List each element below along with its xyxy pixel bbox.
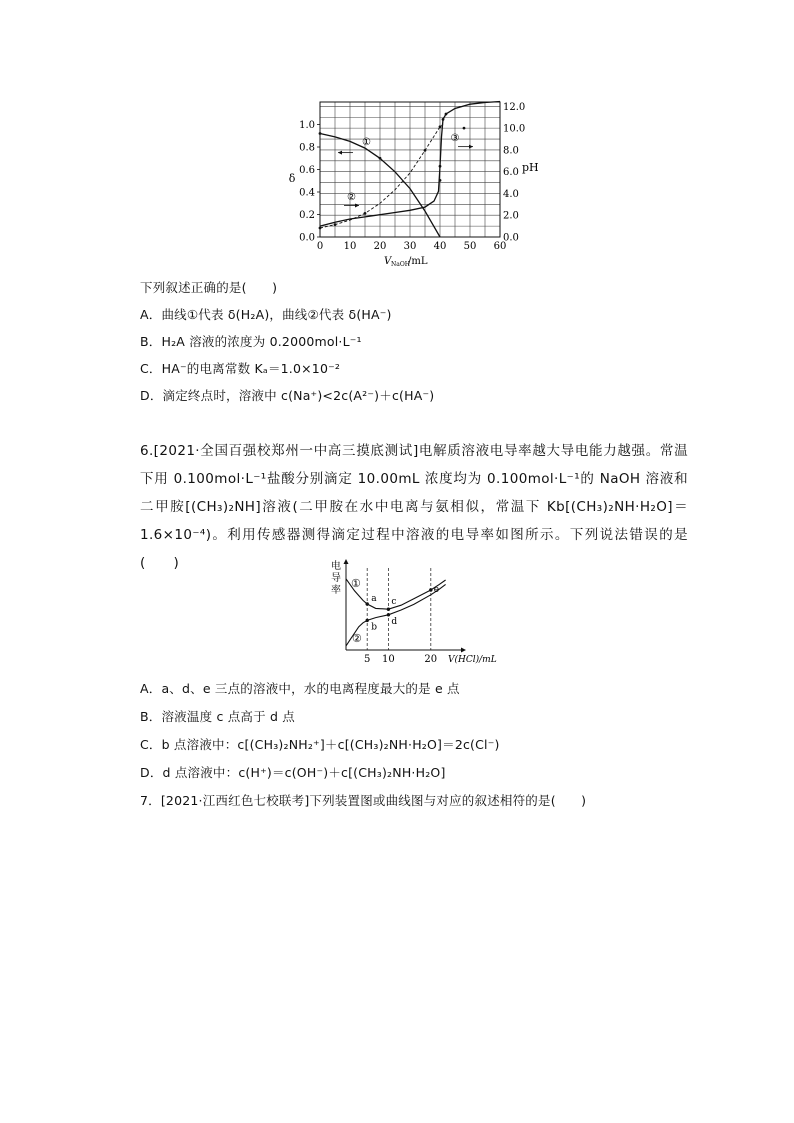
x-axis-arrowhead [461, 648, 466, 653]
x-tick-label: 5 [364, 654, 371, 665]
q5-option-b[interactable]: B．H₂A 溶液的浓度为 0.2000mol·L⁻¹ [140, 334, 362, 349]
x-tick-label: 30 [403, 241, 417, 252]
data-marker [463, 127, 466, 130]
q6-option-b[interactable]: B．溶液温度 c 点高于 d 点 [140, 709, 295, 724]
curve-arrowhead [469, 145, 473, 149]
left-tick-label: 0.0 [299, 232, 315, 244]
q5-option-a[interactable]: A．曲线①代表 δ(H₂A)，曲线②代表 δ(HA⁻) [140, 307, 392, 322]
data-marker [439, 125, 442, 128]
series-2-line [320, 125, 443, 229]
y-axis-label-char: 导 [331, 573, 341, 584]
x-tick-label: 60 [493, 241, 507, 252]
data-marker [379, 157, 382, 160]
left-axis-label: δ [288, 172, 296, 185]
data-marker [445, 113, 448, 116]
right-axis-label: pH [522, 161, 539, 174]
q6-option-a[interactable]: A．a、d、e 三点的溶液中，水的电离程度最大的是 e 点 [140, 681, 460, 696]
right-tick-label: 2.0 [503, 210, 519, 222]
point-label: e [433, 585, 440, 595]
left-tick-label: 0.2 [299, 210, 315, 221]
point-d [387, 613, 390, 616]
chart-grid [320, 102, 500, 237]
q6-option-c[interactable]: C．b 点溶液中：c[(CH₃)₂NH₂⁺]＋c[(CH₃)₂NH·H₂O]＝2c(Cl⁻) [140, 737, 500, 752]
curve-arrowhead [338, 151, 342, 155]
x-tick-label: 50 [463, 241, 477, 252]
data-marker [424, 149, 427, 152]
chart-axes [317, 102, 500, 237]
x-tick-label: 40 [433, 241, 447, 252]
x-axis-label: V(HCl)/mL [448, 655, 497, 665]
chart-series [319, 102, 500, 238]
left-tick-label: 0.8 [299, 142, 315, 154]
q5-option-c[interactable]: C．HA⁻的电离常数 Kₐ＝1.0×10⁻² [140, 361, 341, 376]
curve-label: ② [347, 191, 356, 203]
conductivity-chart [326, 558, 506, 670]
point-label: c [391, 597, 397, 608]
y-axis-label-char: 率 [331, 585, 341, 596]
q5-stem: 下列叙述正确的是( ) [140, 280, 278, 295]
data-marker [442, 118, 445, 121]
point-label: b [371, 622, 377, 633]
left-tick-label: 1.0 [299, 120, 315, 131]
x-tick-label: 10 [382, 654, 395, 665]
data-marker [319, 227, 322, 230]
x-axis-label-subscript: NaOH [391, 261, 410, 268]
data-marker [319, 132, 322, 135]
right-tick-label: 12.0 [503, 101, 526, 113]
x-tick-label: 10 [343, 241, 357, 252]
x-tick-label: 0 [316, 241, 324, 252]
curve-label: ① [351, 576, 361, 590]
chart-axes [344, 559, 467, 653]
curve-label: ② [352, 632, 362, 645]
curve-label: ③ [450, 133, 460, 145]
x-tick-label: 20 [373, 241, 387, 252]
point-c [387, 608, 390, 611]
right-tick-label: 0.0 [503, 232, 519, 244]
x-axis-label: V [384, 256, 392, 267]
data-marker [364, 212, 367, 215]
right-tick-label: 6.0 [503, 167, 519, 179]
right-tick-label: 4.0 [503, 188, 519, 200]
data-marker [439, 165, 442, 168]
q6-option-d[interactable]: D．d 点溶液中：c(H⁺)＝c(OH⁻)＋c[(CH₃)₂NH·H₂O] [140, 765, 446, 780]
left-tick-label: 0.6 [299, 165, 315, 176]
titration-delta-ph-chart [280, 96, 550, 271]
right-tick-label: 10.0 [503, 123, 526, 135]
x-tick-label: 20 [424, 654, 438, 665]
y-axis-arrowhead [344, 559, 349, 564]
q5-option-d[interactable]: D．滴定终点时，溶液中 c(Na⁺)<2c(A²⁻)＋c(HA⁻) [140, 388, 435, 403]
chart-labels [331, 559, 497, 665]
curve-label: ① [362, 136, 371, 148]
data-marker [439, 179, 442, 182]
data-marker [334, 223, 337, 226]
point-b [366, 619, 369, 622]
point-e [429, 588, 432, 591]
q6-stem: 6.[2021·全国百强校郑州一中高三摸底测试]电解质溶液电导率越大导电能力越强。常温下用 0.100mol·L⁻¹盐酸分别滴定 10.00mL 浓度均为 0.100mol·L⁻¹的 NaOH 溶液和二甲胺[(CH₃)₂NH]溶液(二甲胺在水中电离与氨相似，常温下 Kb[(CH₃)₂NH·H₂O]＝1.6×10⁻⁴)。利用传感器测得滴定过程中溶液的电导率如图所示。下列说法错误的是( ) [140, 443, 688, 571]
point-label: a [371, 594, 377, 604]
y-axis-label-char: 电 [331, 561, 341, 572]
q7-stem: 7．[2021·江西红色七校联考]下列装置图或曲线图与对应的叙述相符的是( ) [140, 793, 587, 808]
point-a [366, 602, 369, 605]
right-tick-label: 8.0 [503, 145, 519, 157]
chart-labels [289, 102, 539, 268]
x-axis-label-unit: /mL [408, 256, 428, 267]
point-label: d [391, 616, 398, 627]
left-tick-label: 0.4 [299, 187, 315, 199]
